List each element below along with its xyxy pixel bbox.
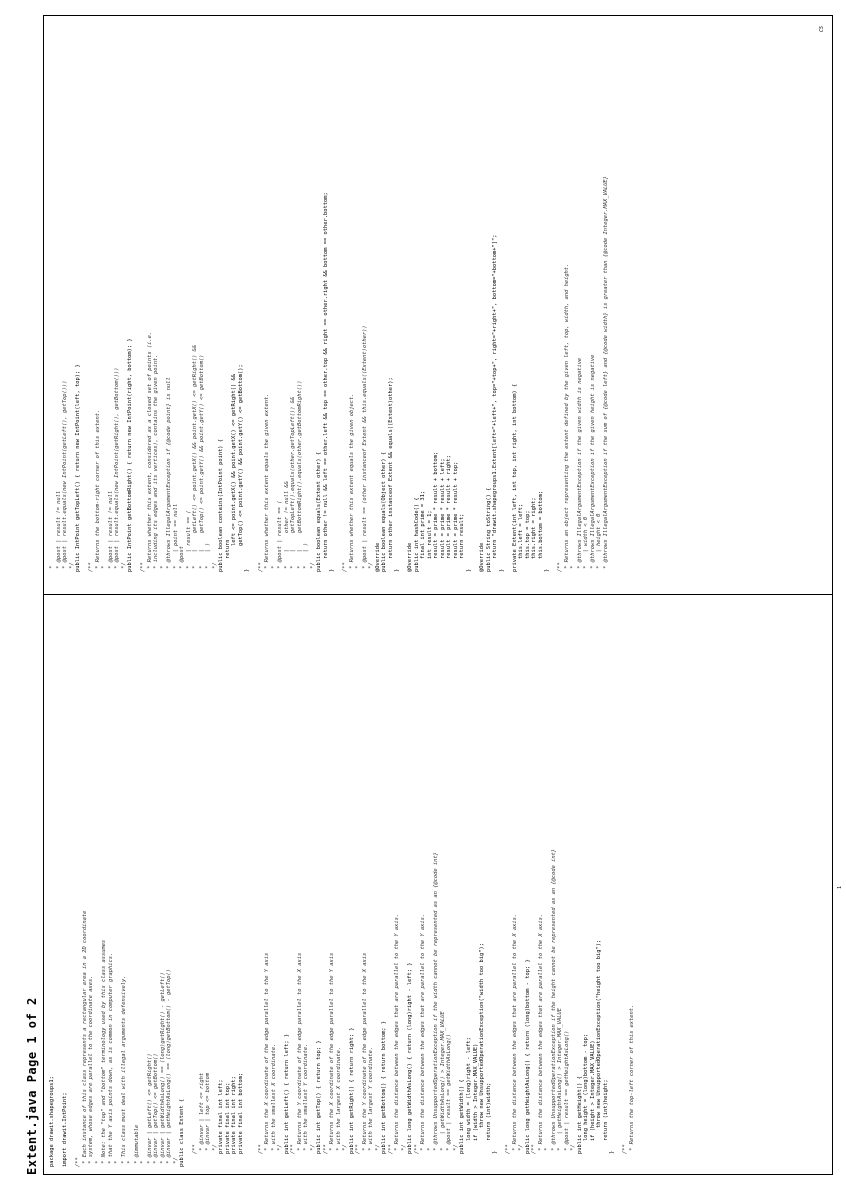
code-line: */ [172, 1157, 179, 1167]
code-line: * @immutable [133, 1124, 140, 1167]
left-page-mark: 1 [837, 885, 843, 889]
code-line: */ [452, 1144, 459, 1167]
column-divider [43, 594, 833, 595]
code-line: * @invar | getHeightAsLong() == (long)getBottom() - getTop() [166, 969, 173, 1167]
code-line: * Returns the distance between the edges that are parallel to the X axis. [537, 913, 544, 1167]
code-line: public int getRight() { return right; } [348, 1027, 355, 1167]
code-line: /** [557, 562, 564, 585]
code-line: @Override [374, 542, 381, 585]
code-line: * with the smallest Y coordinate. [303, 1043, 310, 1167]
code-line: * | getWidthAsLong() > Integer.MAX_VALUE [439, 1011, 446, 1167]
code-line: long width = (long)right - left; [466, 1037, 472, 1167]
code-line: * [101, 565, 108, 585]
code-line: */ [309, 562, 316, 585]
code-line: */ [211, 562, 218, 585]
code-line: int result = 1; [426, 510, 433, 585]
code-line: public long getHeightAsLong() { return (long)bottom - top; } [524, 959, 531, 1167]
code-line: */ [374, 1144, 381, 1167]
code-line: * | getLeft() <= point.getX() && point.getX() <= getRight() && [192, 344, 199, 585]
code-line: public class Extent { [179, 1098, 186, 1167]
code-line: * @post | result.equals(new IntPoint(getLeft(), getTop())) [62, 380, 69, 585]
code-line: * | getTop() <= point.getY() && point.getY() <= getBottom() [198, 354, 205, 585]
code-line: throw new UnsupportedOperationException("height too big"); [596, 939, 603, 1167]
code-line: * Returns the top-left corner of this extent. [628, 1004, 635, 1167]
code-line: * Returns the X coordinate of the edge parallel to the Y axis [264, 952, 271, 1167]
code-line: * @post | result == getHeightAsLong() [563, 1030, 570, 1167]
code-line: if (height > Integer.MAX_VALUE) [589, 1040, 596, 1167]
code-line: /** [413, 1144, 420, 1167]
code-line: * @throws IllegalArgumentException if the given height is negative [589, 354, 596, 585]
code-line: * with the smallest X coordinate. [270, 1043, 277, 1167]
code-line: * [49, 565, 55, 585]
code-line: return (int)width; [485, 1082, 492, 1167]
code-line: * | getHeightAsLong() > Integer.MAX_VALUE [557, 1007, 564, 1167]
code-line: * | getBottomRight().equals(other.getBottomRight()) [296, 380, 303, 585]
code-line: /** [505, 1144, 512, 1167]
code-line: */ [68, 562, 75, 585]
code-line: * @throws IllegalArgumentException if the sum of {@code left} and {@code width} is greater than {@code Integer.MAX_VALUE} [602, 176, 609, 585]
code-line: * | point == null [172, 503, 179, 585]
code-line: * @invar | left <= right [198, 1072, 205, 1167]
code-line: public int getTop() { return top; } [316, 1040, 323, 1167]
code-line: * with the largest Y coordinate. [368, 1046, 375, 1167]
code-line: * Returns the distance between the edges that are parallel to the X axis. [511, 913, 518, 1167]
code-line: * Returns the Y coordinate of the edge parallel to the X axis [296, 952, 303, 1167]
code-line: /** [622, 1144, 629, 1167]
code-line: * Returns the bottom-right corner of this extent. [94, 409, 101, 585]
code-line: public int getLeft() { return left; } [283, 1033, 290, 1167]
code-line: this.left = left; [518, 503, 525, 585]
code-line: package drawit.shapegroups1; [49, 1076, 55, 1167]
code-line: * @post | result != null [107, 490, 114, 585]
code-line: * Returns whether this extent, considered as a closed set of points (i.e. [146, 331, 153, 585]
code-line: return "drawit.shapegroups1.Extent[left="+left+", top="+top+", right="+right+", bottom="+bottom+"]"; [492, 234, 499, 585]
code-line: getTop() <= point.getY() && point.getY() <= getBottom(); [237, 364, 244, 585]
code-line: * @invar | getWidthAsLong() == (long)getRight() - getLeft() [159, 972, 166, 1167]
code-line: * @throws IllegalArgumentException if {@code point} is null [166, 377, 173, 585]
code-line: * Returns the Y coordinate of the edge parallel to the X axis [361, 952, 368, 1167]
code-line: * [544, 1147, 551, 1167]
code-line: result = prime * result + bottom; [433, 451, 440, 585]
code-line: * [127, 1160, 134, 1167]
code-line: * @post | result == ( [277, 500, 284, 585]
code-line: * This class must deal with illegal arguments defensively. [120, 975, 127, 1167]
code-line: public long getWidthAsLong() { return (long)right - left; } [407, 962, 414, 1167]
code-line: * system, whose edges are parallel to the coordinate axes. [88, 975, 95, 1167]
code-line: } [544, 568, 551, 585]
code-line: private final int bottom; [237, 1072, 244, 1167]
code-line: result = prime * result + top; [452, 461, 459, 585]
code-line: * | ) [303, 542, 310, 585]
code-line: } [244, 568, 251, 585]
code-line: private final int right; [231, 1076, 238, 1167]
code-line: } [394, 568, 401, 585]
code-line: public int getBottom() { return bottom; } [381, 1020, 388, 1167]
code-line: long height = (long)bottom - top; [583, 1033, 590, 1167]
code-line: * @post | result.equals(new IntPoint(getRight(), getBottom())) [114, 367, 121, 585]
code-line: } [466, 568, 472, 585]
code-line: * | width < 0 [583, 516, 590, 585]
code-line: public String toString() { [485, 487, 492, 585]
code-line: return other instanceof Extent && equals((Extent)other); [387, 377, 394, 585]
code-line: public int hashCode() { [413, 497, 420, 585]
code-line: * @throws UnsupportedOperationException if the width cannot be represented as an {@code int} [433, 852, 440, 1167]
code-line: * Returns the X coordinate of the edge parallel to the Y axis [329, 952, 336, 1167]
code-line: public boolean contains(IntPoint point) { [218, 438, 225, 585]
code-line: */ [277, 1144, 284, 1167]
code-line: * @post | result == (other instanceof Extent && this.equals((Extent)other)) [361, 325, 368, 585]
code-line: /** [140, 562, 147, 585]
code-line: * [570, 565, 577, 585]
code-line: private final int left; [218, 1079, 225, 1167]
code-column-left [49, 602, 829, 1167]
code-line: this.right = right; [531, 497, 538, 585]
code-line: */ [368, 562, 375, 585]
code-line: /** [88, 562, 95, 585]
code-line: * including its edges and its vertices), contains the given point. [153, 354, 160, 585]
code-line: if (width > Integer.MAX_VALUE) [472, 1043, 479, 1167]
code-line: left <= point.getX() && point.getX() <= getRight() && [231, 374, 238, 585]
code-line: * [159, 565, 166, 585]
code-column-right [49, 20, 829, 585]
code-line: } [498, 568, 505, 585]
code-line: * Returns whether this extent equals the given object. [348, 393, 355, 585]
code-line: */ [518, 1144, 525, 1167]
code-line: * | ) [205, 542, 212, 585]
code-line: * | height < 0 [596, 513, 603, 585]
code-line: * that the Y axis points down, as is common in computer graphics. [107, 952, 114, 1167]
code-line: private Extent(int left, int top, int right, int bottom) { [511, 383, 518, 585]
code-line: /** [322, 1144, 329, 1167]
code-line: result = prime * result + right; [446, 455, 453, 585]
code-line: * Returns the distance between the edges that are parallel to the Y axis. [394, 913, 401, 1167]
code-line: public boolean equals(Object other) { [381, 451, 388, 585]
code-line: * Returns an object representing the extent defined by the given left, top, width, and height. [563, 263, 570, 585]
code-line: return [224, 539, 231, 585]
code-line: return result; [459, 513, 466, 585]
code-line: * [114, 1160, 121, 1167]
code-line: public boolean equals(Extent other) { [316, 451, 323, 585]
code-line: */ [400, 1144, 407, 1167]
code-line: @Override [407, 542, 414, 585]
code-line: * [355, 565, 362, 585]
code-line: throw new UnsupportedOperationException("width too big"); [479, 943, 486, 1167]
code-line: */ [120, 562, 127, 585]
code-line: */ [211, 1144, 218, 1167]
code-line: * @invar | top <= bottom [205, 1072, 212, 1167]
code-line: * Note: the "top" and "bottom" terminology used by this class assumes [101, 939, 108, 1167]
code-line: public int getHeight() { [576, 1076, 583, 1167]
code-line: /** [531, 1144, 538, 1167]
code-line: /** [75, 1157, 82, 1167]
code-line: public IntPoint getBottomRight() { return new IntPoint(right, bottom); } [127, 338, 134, 585]
code-line: /** [355, 1144, 362, 1167]
printed-sheet [25, 13, 843, 1175]
code-line: * Each instance of this class represents a rectangular area in a 2D coordinate [81, 910, 88, 1167]
code-line: } [329, 568, 336, 585]
code-line: this.bottom = bottom; [537, 490, 544, 585]
code-line: * with the largest X coordinate. [335, 1046, 342, 1167]
code-line: /** [387, 1144, 394, 1167]
code-line: } [492, 1150, 499, 1167]
code-line: * @post | result == getWidthAsLong() [446, 1033, 453, 1167]
code-line: /** [257, 1144, 264, 1167]
code-line: * Returns whether this extent equals the given extent. [264, 393, 271, 585]
code-line: public int getWidth() { [459, 1079, 466, 1167]
code-line: final int prime = 31; [420, 490, 427, 585]
code-line: public IntPoint getTopLeft() { return new IntPoint(left, top); } [75, 364, 82, 585]
code-line: * | getTopLeft().equals(other.getTopLeft()) && [290, 396, 297, 585]
code-line: /** [192, 1144, 199, 1167]
code-line: * @throws UnsupportedOperationException if the height cannot be represented as an {@code int} [550, 848, 557, 1167]
code-line: * @invar | getLeft() <= getRight() [146, 1053, 153, 1167]
code-line: * [94, 1160, 101, 1167]
code-line: @Override [479, 542, 486, 585]
code-line: /** [290, 1144, 297, 1167]
code-line: */ [570, 1144, 577, 1167]
code-line: * | other != null && [283, 481, 290, 585]
code-line: */ [309, 1144, 316, 1167]
right-page-mark: C5 [819, 26, 825, 33]
code-line: * | result == ( [185, 510, 192, 585]
code-line: * [426, 1147, 433, 1167]
code-line: private final int top; [224, 1082, 231, 1167]
code-line: * @post | result != null [55, 490, 62, 585]
page-title: Extent.java Page 1 of 2 [25, 997, 39, 1175]
code-line: /** [257, 562, 264, 585]
code-line: * Returns the distance between the edges that are parallel to the Y axis. [420, 913, 427, 1167]
code-line: this.top = top; [524, 510, 531, 585]
code-line: */ [342, 1144, 349, 1167]
code-line: return other != null && left == other.left && top == other.top && right == other.right && bottom == other.bottom; [322, 192, 329, 585]
code-line: * @invar | getTop() <= getBottom() [153, 1053, 160, 1167]
code-line: result = prime * result + left; [439, 458, 446, 585]
code-line: /** [342, 562, 349, 585]
code-line: * [140, 1160, 147, 1167]
code-line: return (int)height; [602, 1079, 609, 1167]
code-line: * @throws IllegalArgumentException if the given width is negative [576, 357, 583, 585]
code-line: } [609, 1150, 616, 1167]
code-line: import drawit.IntPoint; [62, 1092, 69, 1167]
code-line: * [270, 565, 277, 585]
code-line: * @post [179, 546, 186, 585]
